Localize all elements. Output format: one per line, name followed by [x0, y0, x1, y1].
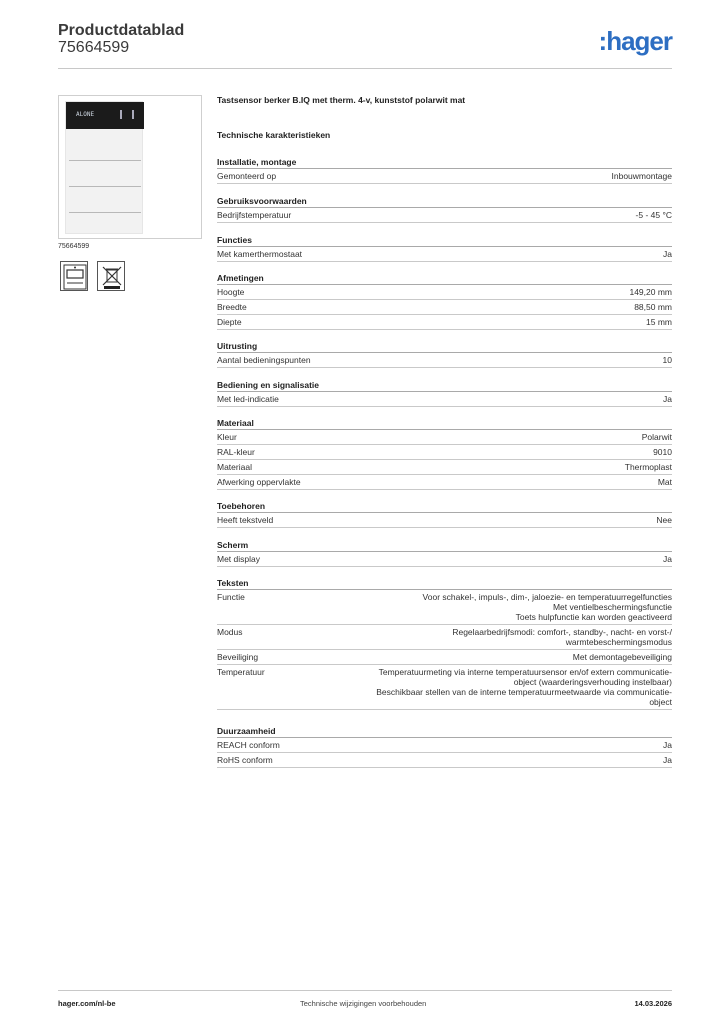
spec-section — [217, 499, 672, 528]
spec-section — [217, 576, 672, 710]
spec-row — [217, 460, 672, 475]
spec-row — [217, 650, 672, 665]
spec-section-title: Bediening en signalisatie — [217, 378, 672, 392]
spec-section — [217, 233, 672, 262]
product-code: 75664599 — [58, 243, 90, 250]
spec-value — [658, 477, 672, 487]
spec-value — [663, 249, 672, 259]
spec-section-title: Functies — [217, 233, 672, 247]
spec-section — [217, 724, 672, 768]
spec-label: Breedte — [217, 302, 247, 312]
spec-value-line: 15 mm — [646, 317, 672, 327]
device-illustration — [65, 101, 143, 234]
spec-label: Afwerking oppervlakte — [217, 477, 301, 487]
spec-section — [217, 339, 672, 368]
spec-section-title: Materiaal — [217, 416, 672, 430]
spec-label: Beveiliging — [217, 652, 259, 662]
spec-value-line: Temperatuurmeting via interne temperatuursensor en/of extern communicatie- — [378, 667, 672, 677]
spec-row — [217, 315, 672, 330]
spec-value-line: Ja — [663, 554, 672, 564]
spec-value-line: Met demontagebeveiliging — [572, 652, 672, 662]
spec-section-title: Uitrusting — [217, 339, 672, 353]
spec-label: REACH conform — [217, 740, 280, 750]
page-header — [58, 20, 672, 68]
spec-label: Bedrijfstemperatuur — [217, 210, 292, 220]
spec-row — [217, 392, 672, 407]
spec-row — [217, 208, 672, 223]
spec-label: RoHS conform — [217, 755, 273, 765]
spec-value-line: Ja — [663, 755, 672, 765]
spec-label: Aantal bedieningspunten — [217, 355, 311, 365]
product-description: Tastsensor berker B.IQ met therm. 4-v, kunststof polarwit mat — [217, 95, 466, 105]
spec-value-line: Mat — [657, 477, 672, 487]
spec-value-line: Toets hulpfunctie kan worden geactiveerd — [515, 612, 672, 622]
footer-divider — [58, 990, 672, 991]
spec-row — [217, 247, 672, 262]
spec-label: Hoogte — [217, 287, 245, 297]
spec-section-title: Duurzaamheid — [217, 724, 672, 738]
spec-row — [217, 753, 672, 768]
spec-value-line: Voor schakel-, impuls-, dim-, jaloezie- en temperatuurregelfuncties — [422, 592, 672, 602]
spec-value — [629, 287, 672, 297]
spec-section — [217, 538, 672, 567]
spec-value — [376, 667, 672, 707]
spec-value — [625, 462, 672, 472]
spec-value — [612, 171, 673, 181]
certification-icons — [58, 261, 202, 293]
spec-label: Diepte — [217, 317, 242, 327]
spec-row — [217, 552, 672, 567]
spec-row — [217, 285, 672, 300]
page-footer — [58, 999, 672, 1013]
eu-energy-label-icon — [60, 261, 88, 291]
spec-value — [423, 592, 672, 622]
spec-value — [663, 554, 672, 564]
hager-logo: :hager — [598, 26, 672, 56]
spec-row — [217, 590, 672, 625]
footer-date: 14.03.2026 — [634, 999, 672, 1008]
spec-value-line: Thermoplast — [624, 462, 672, 472]
spec-label: Materiaal — [217, 462, 252, 472]
spec-row — [217, 445, 672, 460]
spec-row — [217, 475, 672, 490]
spec-section — [217, 194, 672, 223]
spec-row — [217, 625, 672, 650]
spec-value-line: Ja — [663, 740, 672, 750]
spec-value-line: 88,50 mm — [634, 302, 672, 312]
spec-value — [663, 355, 672, 365]
document-number: 75664599 — [58, 39, 130, 56]
spec-value — [573, 652, 672, 662]
product-image — [58, 95, 202, 239]
header-divider — [58, 68, 672, 69]
spec-row — [217, 665, 672, 710]
spec-value-line: 9010 — [653, 447, 672, 457]
spec-value — [646, 317, 672, 327]
spec-label: Met kamerthermostaat — [217, 249, 303, 259]
spec-value-line: Beschikbaar stellen van de interne temperatuurmeetwaarde via communicatie- — [376, 687, 672, 697]
spec-section — [217, 416, 672, 490]
spec-row — [217, 430, 672, 445]
spec-section-title: Toebehoren — [217, 499, 672, 513]
spec-label: Temperatuur — [217, 667, 265, 677]
spec-value — [642, 432, 672, 442]
spec-value-line: object (waarderingsverhouding instelbaar) — [513, 677, 672, 687]
spec-value-line: Met ventielbeschermingsfunctie — [552, 602, 672, 612]
footer-website: hager.com/nl-be — [58, 999, 116, 1008]
spec-row — [217, 353, 672, 368]
spec-value-line: 149,20 mm — [629, 287, 672, 297]
spec-value — [656, 515, 672, 525]
technical-characteristics-heading: Technische karakteristieken — [217, 130, 331, 140]
spec-label: RAL-kleur — [217, 447, 255, 457]
spec-section — [217, 155, 672, 184]
spec-value — [636, 210, 672, 220]
spec-section — [217, 378, 672, 407]
device-button-divider — [69, 186, 141, 187]
spec-value-line: -5 - 45 °C — [635, 210, 672, 220]
spec-value-line: Regelaarbedrijfsmodi: comfort-, standby-, nacht- en vorst-/ — [452, 627, 672, 637]
spec-value — [663, 394, 672, 404]
spec-value-line: Ja — [663, 249, 672, 259]
spec-section-title: Teksten — [217, 576, 672, 590]
spec-row — [217, 300, 672, 315]
spec-row — [217, 169, 672, 184]
spec-section-title: Afmetingen — [217, 271, 672, 285]
spec-value-line: Ja — [663, 394, 672, 404]
spec-row — [217, 738, 672, 753]
spec-section-title: Installatie, montage — [217, 155, 672, 169]
spec-section-title: Scherm — [217, 538, 672, 552]
device-display-icon — [120, 110, 134, 119]
spec-section-title: Gebruiksvoorwaarden — [217, 194, 672, 208]
spec-value — [452, 627, 672, 647]
spec-row — [217, 513, 672, 528]
spec-value — [663, 755, 672, 765]
device-button-divider — [69, 160, 141, 161]
spec-label: Heeft tekstveld — [217, 515, 274, 525]
spec-label: Modus — [217, 627, 243, 637]
spec-value-line: Nee — [656, 515, 672, 525]
spec-value — [663, 740, 672, 750]
spec-value — [653, 447, 672, 457]
spec-label: Met display — [217, 554, 260, 564]
device-button-divider — [69, 212, 141, 213]
device-display-text: ALONE — [76, 111, 95, 118]
spec-value-line: warmtebeschermingsmodus — [565, 637, 672, 647]
spec-value — [634, 302, 672, 312]
spec-label: Met led-indicatie — [217, 394, 279, 404]
spec-value-line: Inbouwmontage — [611, 171, 672, 181]
spec-label: Gemonteerd op — [217, 171, 277, 181]
logo-text: hager — [606, 26, 672, 56]
spec-value-line: object — [649, 697, 672, 707]
spec-value-line: Polarwit — [641, 432, 672, 442]
weee-crossed-bin-icon — [97, 261, 125, 291]
device-display — [66, 102, 144, 129]
document-title: Productdatablad — [58, 22, 185, 39]
spec-label: Kleur — [217, 432, 237, 442]
spec-label: Functie — [217, 592, 245, 602]
spec-section — [217, 271, 672, 330]
spec-value-line: 10 — [662, 355, 672, 365]
footer-disclaimer: Technische wijzigingen voorbehouden — [300, 999, 427, 1008]
